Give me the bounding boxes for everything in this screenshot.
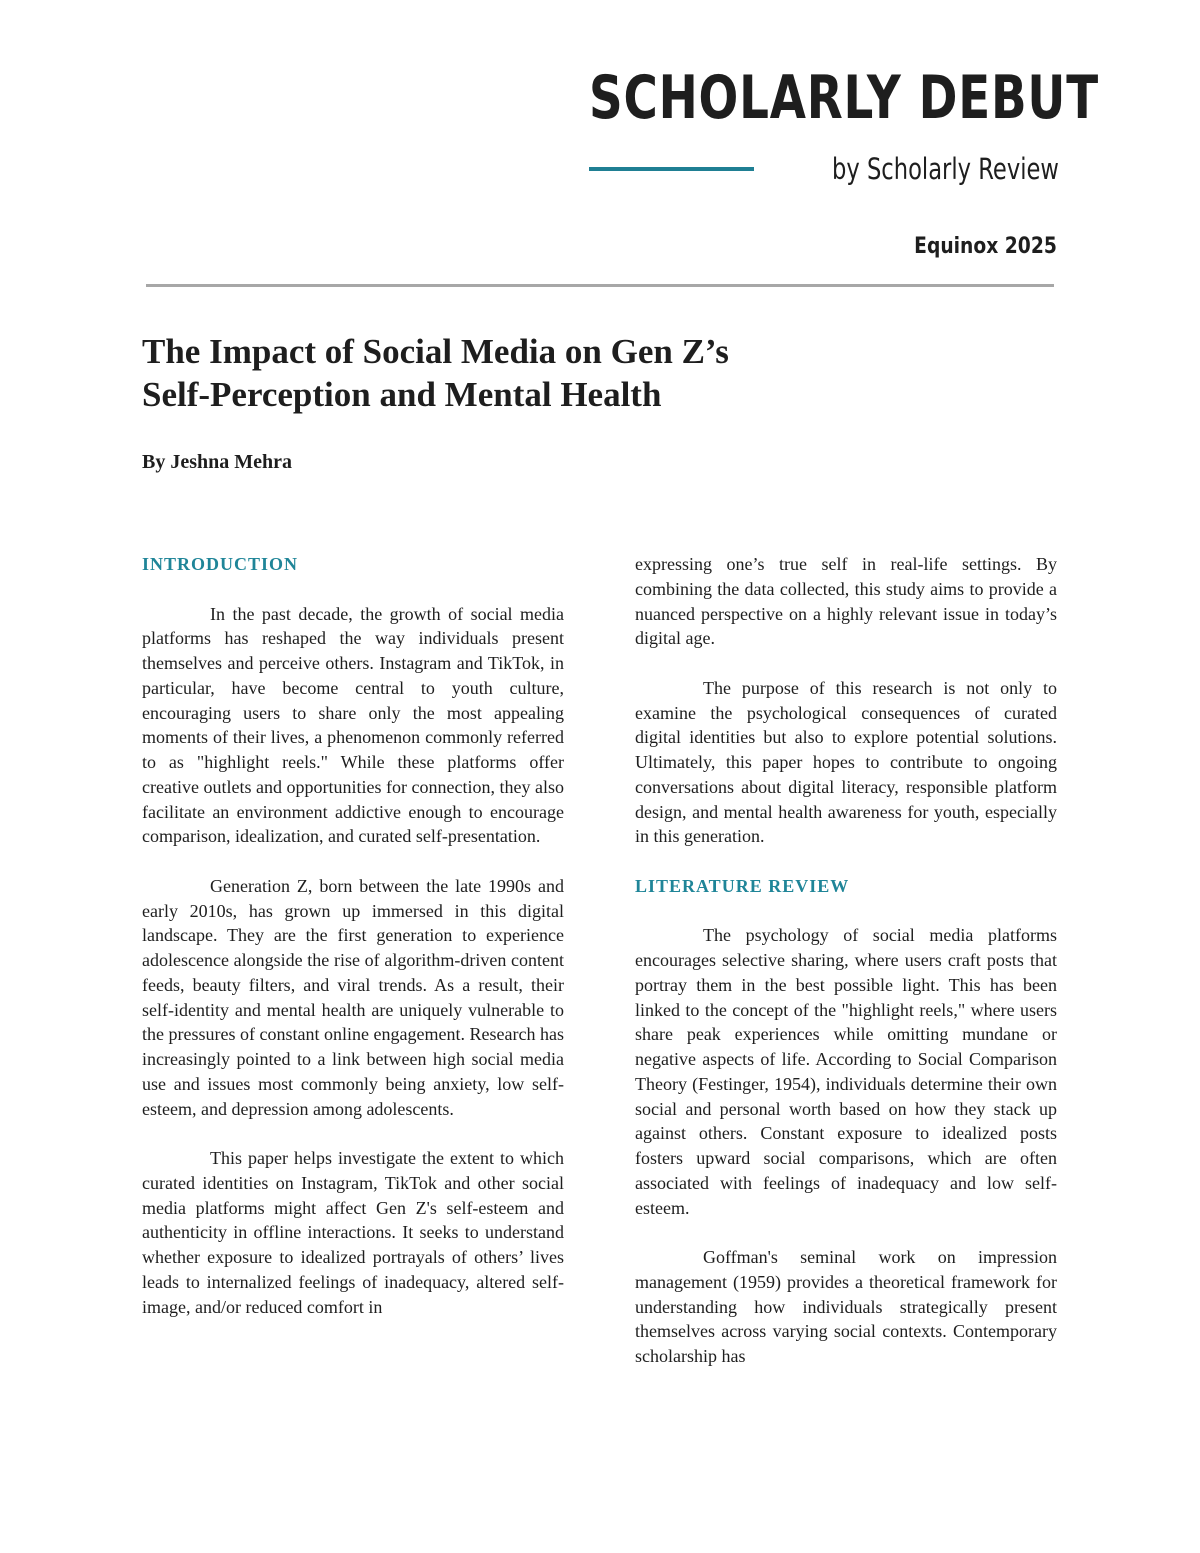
- journal-logo-subtitle-row: [457, 152, 1057, 186]
- journal-logo-title: SCHOLARLY DEBUT: [589, 63, 1099, 133]
- article-title-line-1: The Impact of Social Media on Gen Z’s: [142, 332, 729, 371]
- section-heading-introduction: INTRODUCTION: [142, 554, 299, 574]
- masthead: [457, 63, 1099, 186]
- paragraph: Goffman's seminal work on impression management (1959) provides a theoretical framework for understanding how individuals strategically present themselves across varying social contexts. Contemporary scholarship has: [635, 1247, 1057, 1366]
- paragraph: Generation Z, born between the late 1990s and early 2010s, has grown up immersed in this digital landscape. They are the first generation to experience adolescence alongside the rise of algorithm-driven content feeds, beauty filters, and viral trends. As a result, their self-identity and mental health are uniquely vulnerable to the pressures of constant online engagement. Research has increasingly pointed to a link between high social media use and issues most commonly being anxiety, low self-esteem, and depression among adolescents.: [142, 875, 564, 1119]
- right-column: [635, 552, 1057, 1394]
- section-heading-literature-review: LITERATURE REVIEW: [635, 875, 850, 896]
- author-byline: By Jeshna Mehra: [142, 451, 292, 473]
- paragraph: The psychology of social media platforms encourages selective sharing, where users craft posts that portray them in the best possible light. This has been linked to the concept of the "highlight reels," where users share peak experiences while omitting mundane or negative aspects of life. According to Social Comparison Theory (Festinger, 1954), individuals determine their own social and personal worth based on how they stack up against others. Constant exposure to idealized posts fosters upward social comparisons, which are often associated with feelings of inadequacy and low self-esteem.: [635, 925, 1057, 1218]
- article-title-line-2: Self-Perception and Mental Health: [142, 375, 662, 414]
- issue-label: Equinox 2025: [914, 234, 1057, 259]
- paragraph: This paper helps investigate the extent to which curated identities on Instagram, TikTok and other social media platforms might affect Gen Z's self-esteem and authenticity in offline interactions. It seeks to understand whether exposure to idealized portrayals of others’ lives leads to internalized feelings of inadequacy, altered self-image, and/or reduced comfort in: [142, 1148, 564, 1317]
- paragraph: In the past decade, the growth of social media platforms has reshaped the way individuals present themselves and perceive others. Instagram and TikTok, in particular, have become central to youth culture, encouraging users to share only the most appealing moments of their lives, a phenomenon commonly referred to as "highlight reels." While these platforms offer creative outlets and opportunities for connection, they also facilitate an environment addictive enough to encourage comparison, idealization, and curated self-presentation.: [142, 603, 564, 847]
- header-divider: [146, 284, 1054, 287]
- left-column: [142, 552, 564, 1344]
- paragraph-continuation: expressing one’s true self in real-life settings. By combining the data collected, this study aims to provide a nuanced perspective on a highly relevant issue in today’s digital age.: [635, 554, 1057, 649]
- journal-logo-subtitle: by Scholarly Review: [832, 152, 1059, 186]
- logo-accent-rule: [589, 167, 754, 171]
- article-title: [142, 330, 1042, 416]
- paragraph: The purpose of this research is not only to examine the psychological consequences of curated digital identities but also to explore potential solutions. Ultimately, this paper hopes to contribute to ongoing conversations about digital literacy, responsible platform design, and mental health awareness for youth, especially in this generation.: [635, 677, 1057, 847]
